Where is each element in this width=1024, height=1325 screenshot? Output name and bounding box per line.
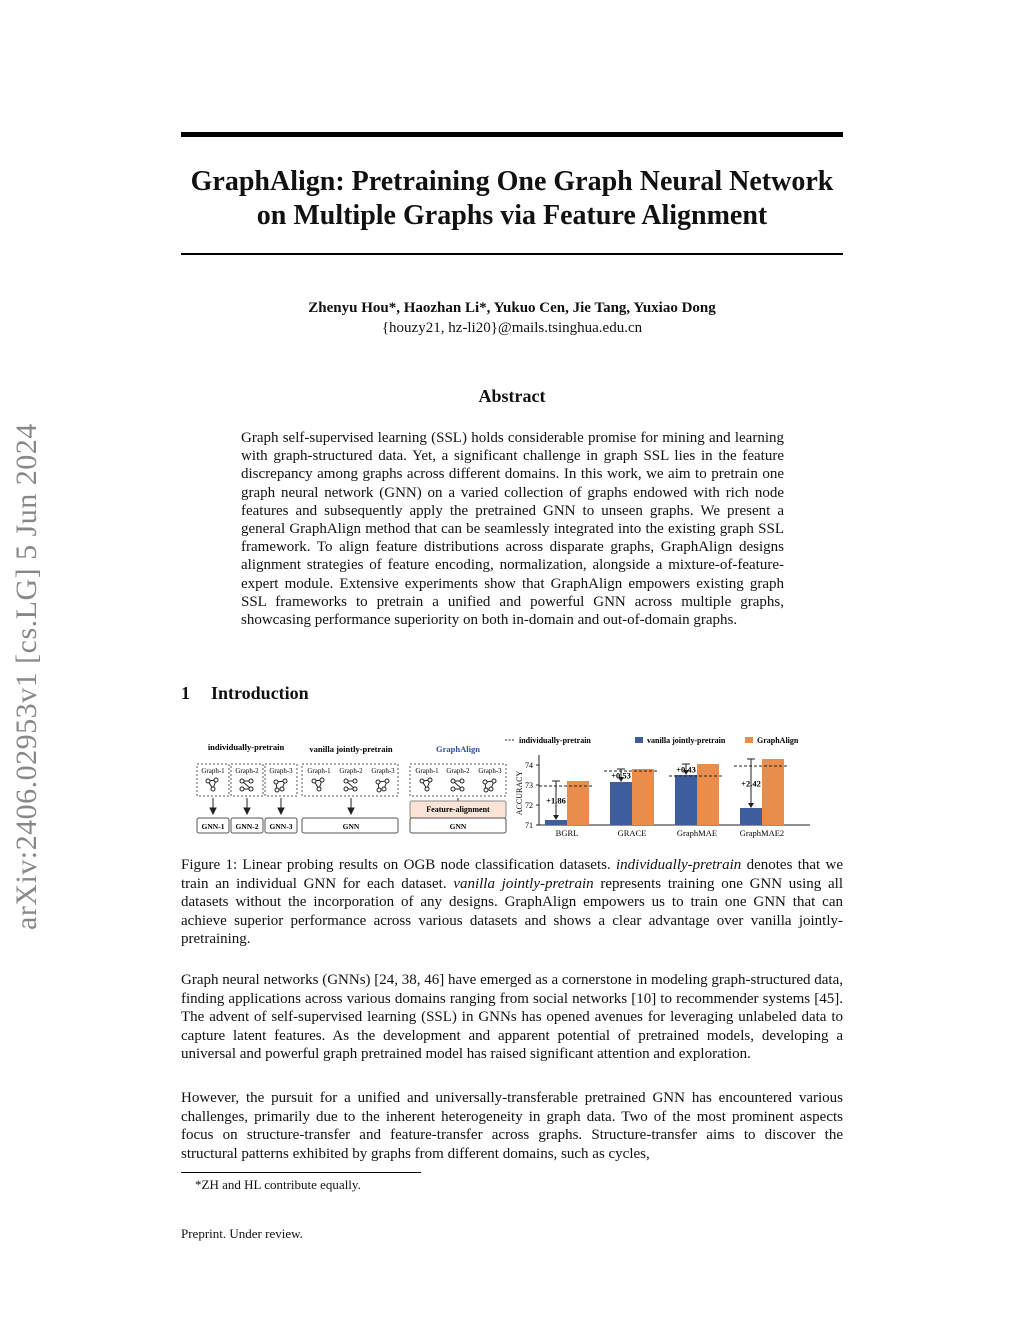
bar-graphalign: [567, 781, 589, 825]
title-line-1: GraphAlign: Pretraining One Graph Neural Network: [190, 166, 834, 197]
bar-graphalign: [762, 759, 784, 825]
x-tick-label: GraphMAE: [676, 828, 718, 838]
accuracy-bar-chart: [505, 730, 825, 840]
bar-graphalign: [632, 769, 654, 825]
title-rule: [181, 253, 843, 255]
panel2-title: vanilla jointly-pretrain: [309, 744, 393, 754]
caption-prefix: Figure 1: Linear probing results on OGB node classification datasets.: [181, 857, 617, 873]
authors: Zhenyu Hou*, Haozhan Li*, Yukuo Cen, Jie Tang, Yuxiao Dong: [308, 300, 716, 316]
figure-caption: [181, 856, 843, 949]
bar-vanilla: [610, 782, 632, 825]
bar-vanilla: [675, 775, 697, 825]
y-tick-label: 72: [525, 801, 533, 810]
caption-term-2: vanilla jointly-pretrain: [453, 875, 594, 892]
section-heading: [181, 683, 309, 704]
panel3-title: GraphAlign: [436, 744, 480, 754]
section-number: 1: [181, 683, 190, 703]
pretrain-diagram: [191, 730, 511, 840]
p2-graph2-label: Graph-2: [339, 767, 363, 775]
email: {houzy21, hz-li20}@mails.tsinghua.edu.cn: [381, 320, 643, 336]
gnn-label: GNN: [342, 822, 360, 831]
abstract-heading: Abstract: [478, 386, 546, 406]
footnote-rule: [181, 1172, 421, 1173]
gain-label: +2.42: [741, 778, 761, 789]
gnn3-label: GNN-3: [269, 822, 293, 831]
panel1-title: individually-pretrain: [207, 742, 285, 752]
p1-graph1-label: Graph-1: [201, 767, 225, 775]
paper-title: [181, 165, 843, 233]
caption-mid: denotes that we train an individual GNN for each dataset.: [181, 857, 843, 892]
gain-label: +1.86: [546, 795, 566, 806]
y-tick-label: 74: [525, 761, 533, 770]
y-tick-label: 71: [525, 821, 533, 830]
legend-vanilla-swatch: [635, 737, 643, 743]
caption-rest: represents training one GNN using all datasets without the incorporation of any designs. GraphAlign empowers us to train one GNN that can achieve superior performance across various datasets and shows a clear advantage over vanilla jointly-pretraining.: [181, 875, 843, 947]
legend-graphalign-swatch: [745, 737, 753, 743]
gnn2-label: GNN-2: [235, 822, 259, 831]
gain-arrowhead: [553, 815, 559, 820]
bar-graphalign: [697, 764, 719, 825]
title-line-2: on Multiple Graphs via Feature Alignment: [256, 200, 768, 231]
x-tick-label: GraphMAE2: [739, 828, 785, 838]
paragraph-2: However, the pursuit for a unified and universally-transferable pretrained GNN has encountered various challenges, primarily due to the inherent heterogeneity in graph data. Two of the most prominent aspects focus on structure-transfer and feature-transfer across graphs. Structure-transfer aims to discover the structural patterns exhibited by graphs from different domains, such as cycles,: [181, 1090, 843, 1162]
gnn1-label: GNN-1: [201, 822, 225, 831]
gain-label: +0.53: [611, 770, 631, 781]
abstract-text: Graph self-supervised learning (SSL) holds considerable promise for mining and learning with graph-structured data. Yet, a significant challenge in graph SSL lies in the feature discrepancy among graphs across different domains. In this work, we aim to pretrain one graph neural network (GNN) on a varied collection of graphs endowed with rich node features and subsequently apply the pretrained GNN to unseen graphs. We present a general GraphAlign method that can be seamlessly integrated into the existing graph SSL framework. To align feature distributions across disparate graphs, GraphAlign designs alignment strategies of feature encoding, normalization, alongside a mixture-of-feature-expert module. Extensive experiments show that GraphAlign empowers existing graph SSL frameworks to pretrain a unified and powerful GNN across multiple graphs, showcasing performance superiority on both in-domain and out-of-domain graphs.: [241, 430, 784, 629]
gain-label: +0.43: [676, 764, 696, 775]
legend-vanilla: vanilla jointly-pretrain: [647, 736, 726, 745]
p3-graph2-label: Graph-2: [446, 767, 470, 775]
legend-graphalign: GraphAlign: [757, 736, 799, 745]
gain-arrowhead: [748, 803, 754, 808]
gnn-label-graphalign: GNN: [449, 822, 467, 831]
feature-alignment-label: Feature-alignment: [426, 805, 490, 814]
legend-individually: individually-pretrain: [519, 736, 591, 745]
top-rule: [181, 132, 843, 137]
section-title: Introduction: [211, 683, 309, 703]
footnote: *ZH and HL contribute equally.: [195, 1177, 361, 1192]
bar-vanilla: [740, 808, 762, 825]
caption-term-1: individually-pretrain: [616, 857, 742, 873]
p2-graph1-label: Graph-1: [307, 767, 331, 775]
paragraph-1: Graph neural networks (GNNs) [24, 38, 46] have emerged as a cornerstone in modeling graph-structured data, finding applications across various domains ranging from social networks [10] to recommender systems [45]. The advent of self-supervised learning (SSL) in GNNs has opened avenues for leveraging unlabeled data to capture latent features. As the development and apparent potential of pretrained models, developing a universal and powerful graph pretrained model has raised significant attention and exploration.: [181, 972, 844, 1062]
x-tick-label: GRACE: [617, 828, 647, 838]
p1-graph2-label: Graph-2: [235, 767, 259, 775]
p1-graph3-label: Graph-3: [269, 767, 293, 775]
x-tick-label: BGRL: [555, 828, 579, 838]
p3-graph1-label: Graph-1: [415, 767, 439, 775]
arxiv-stamp: arXiv:2406.02953v1 [cs.LG] 5 Jun 2024: [10, 423, 43, 930]
preprint-footer: Preprint. Under review.: [181, 1226, 303, 1241]
y-axis-label: ACCURACY: [515, 770, 524, 816]
graph-node-icons: [206, 778, 496, 792]
y-tick-label: 73: [525, 781, 533, 790]
p2-graph3-label: Graph-3: [371, 767, 395, 775]
bar-vanilla: [545, 820, 567, 825]
p3-graph3-label: Graph-3: [478, 767, 502, 775]
